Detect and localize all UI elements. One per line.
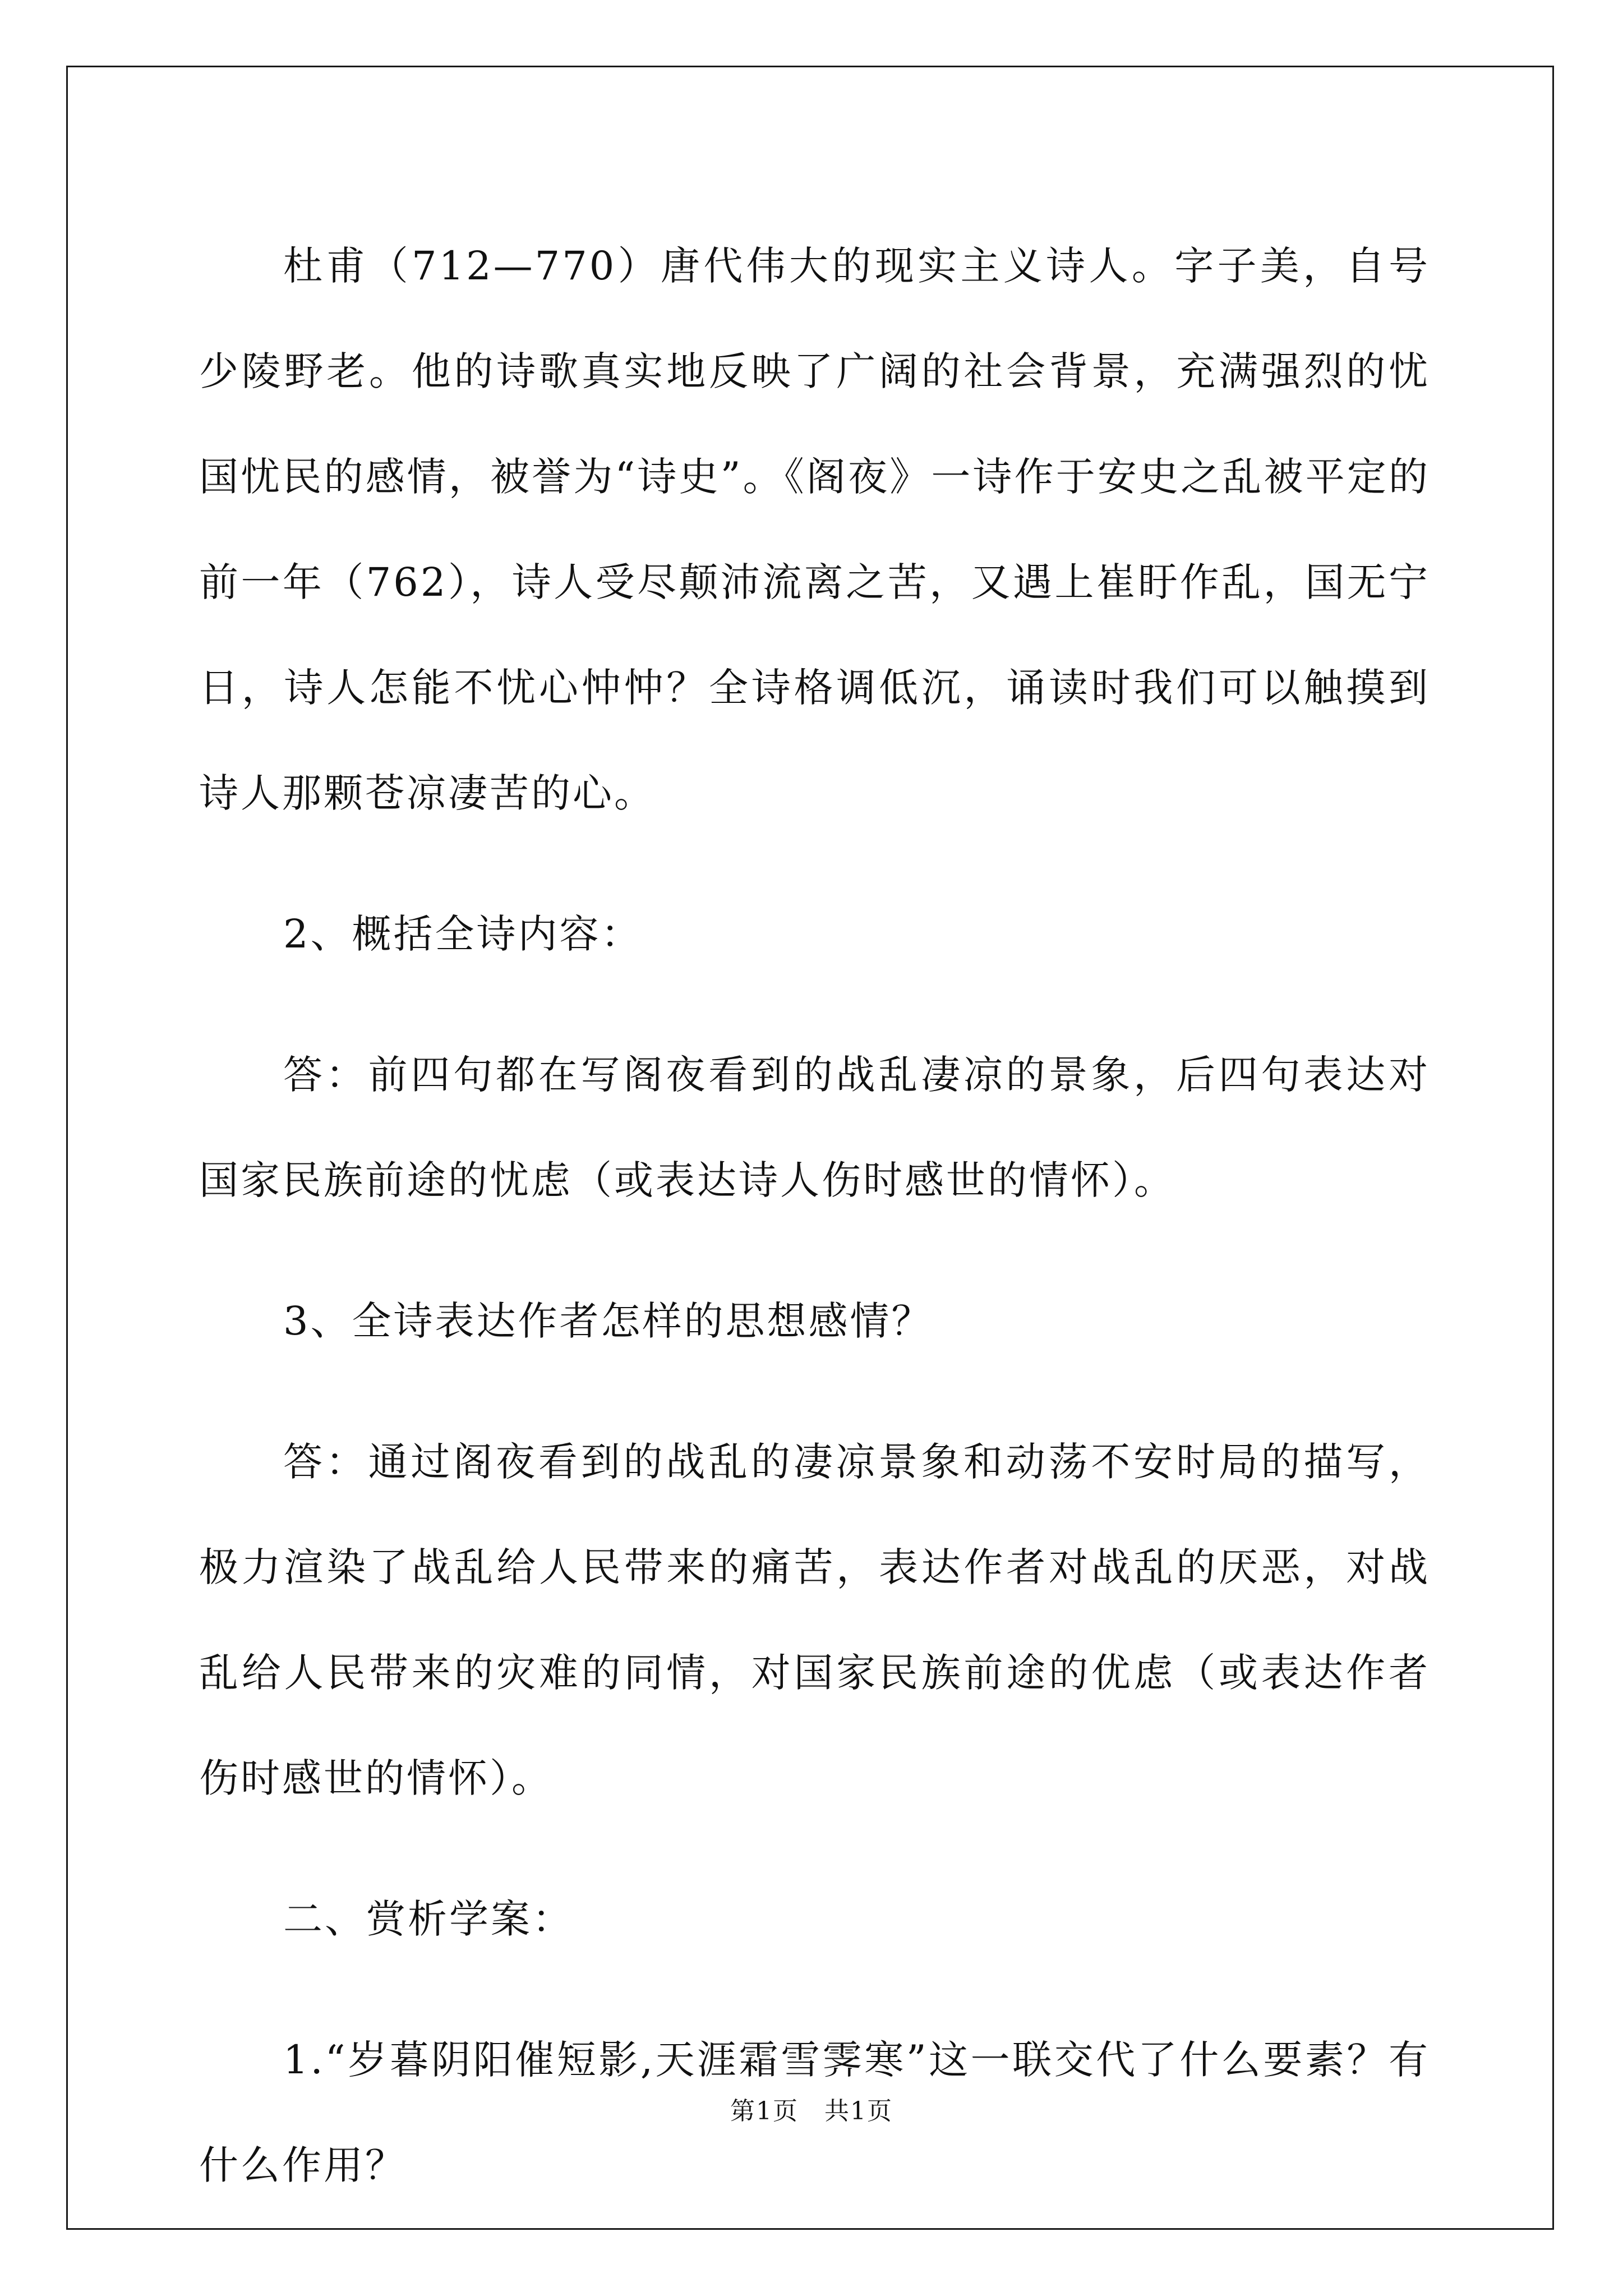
page-footer: 第1页 共1页	[730, 2097, 893, 2125]
section-heading-2: 二、赏析学案：	[283, 1896, 574, 1942]
answer-3: 答：通过阁夜看到的战乱的凄凉景象和动荡不安时局的描写，极力渲染了战乱给人民带来的痛苦，表达作者对战乱的厌恶，对战乱给人民带来的灾难的同情，对国家民族前途的优虑（或表达作者伤时感世的情怀）。	[199, 1439, 1430, 1801]
answer-2: 答：前四句都在写阁夜看到的战乱凄凉的景象，后四句表达对国家民族前途的忧虑（或表达诗人伤时感世的情怀）。	[199, 1052, 1430, 1203]
question-3: 3、全诗表达作者怎样的思想感情？	[283, 1298, 933, 1344]
paragraph-intro: 杜甫（712—770）唐代伟大的现实主义诗人。字子美，自号少陵野老。他的诗歌真实地反映了广阔的社会背景，充满强烈的忧国忧民的感情，被誉为“诗史”。《阁夜》一诗作于安史之乱被平定的前一年（762），诗人受尽颠沛流离之苦，又遇上崔盱作乱，国无宁日，诗人怎能不忧心忡忡？全诗格调低沉，诵读时我们可以触摸到诗人那颗苍凉凄苦的心。	[199, 243, 1430, 816]
question-1: 1.“岁暮阴阳催短影,天涯霜雪霁寒”这一联交代了什么要素？有什么作用？	[199, 2037, 1430, 2188]
document-body	[199, 213, 1430, 2253]
question-2: 2、概括全诗内容：	[283, 911, 643, 957]
